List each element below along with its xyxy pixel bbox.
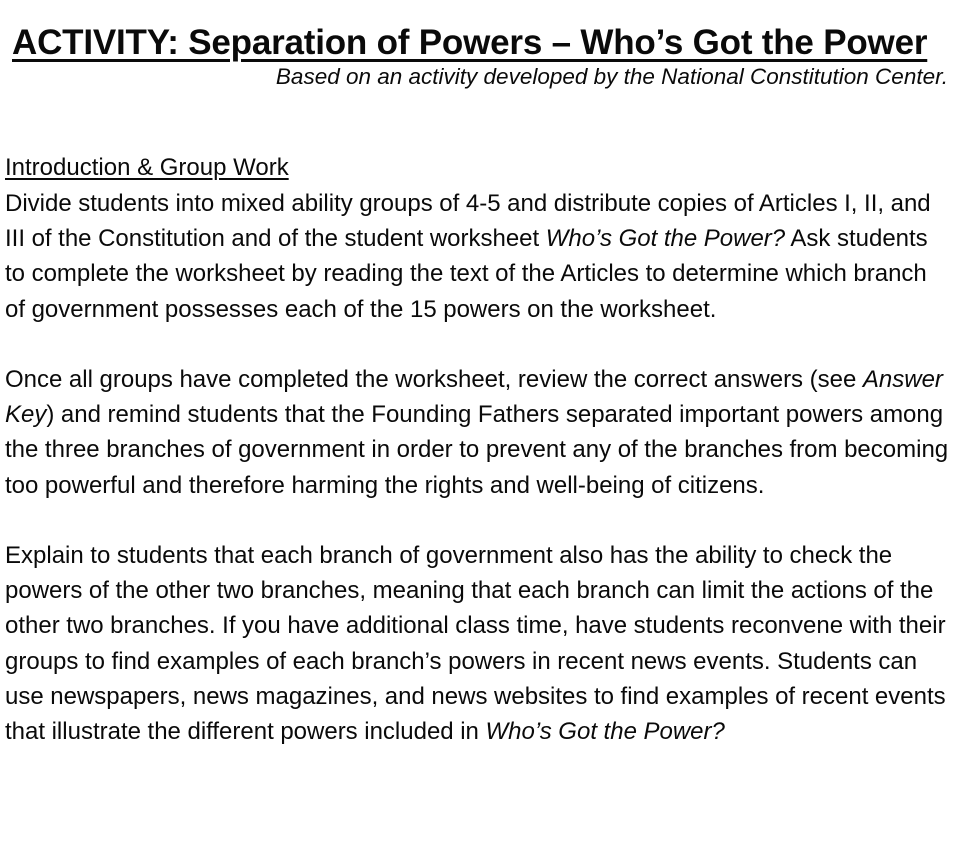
answer-key-italic: Answer Key	[5, 366, 943, 429]
paragraph-2	[5, 362, 953, 503]
document-subtitle: Based on an activity developed by the National Constitution Center.	[275, 64, 948, 89]
paragraph-3	[5, 538, 953, 749]
section-heading-container	[5, 150, 953, 186]
paragraph-3-text-a: Explain to students that each branch of government also has the ability to check the powers of the other two branches, meaning that each branch can limit the actions of the other two branches. If you have additional class time, have students reconvene with their groups to find examples of each branch’s powers in recent news events. Students can use newspapers, news magazines, and news websites to find examples of recent events that illustrate the different powers included in	[5, 542, 946, 746]
paragraph-2-text-b: ) and remind students that the Founding Fathers separated important powers among the three branches of government in order to prevent any of the branches from becoming too powerful and therefore harming the rights and well-being of citizens.	[5, 401, 949, 499]
paragraph-spacer-1	[5, 327, 953, 362]
paragraph-1	[5, 186, 953, 327]
paragraph-2-text-a: Once all groups have completed the worksheet, review the correct answers (see	[5, 366, 863, 393]
paragraph-1-text-a: Divide students into mixed ability groups of 4-5 and distribute copies of Articles I, II, and III of the Constitution and of the student worksheet	[5, 190, 931, 253]
document-body	[5, 150, 953, 749]
paragraph-1-text-b: Ask students to complete the worksheet by reading the text of the Articles to determine which branch of government possesses each of the 15 powers on the worksheet.	[5, 225, 928, 323]
paragraph-spacer-2	[5, 503, 953, 538]
page-title: ACTIVITY: Separation of Powers – Who’s Got the Power	[12, 23, 928, 63]
worksheet-title-italic-1: Who’s Got the Power?	[545, 225, 786, 253]
worksheet-title-italic-2: Who’s Got the Power?	[485, 718, 725, 746]
section-heading-introduction-group-work: Introduction & Group Work	[5, 154, 289, 181]
